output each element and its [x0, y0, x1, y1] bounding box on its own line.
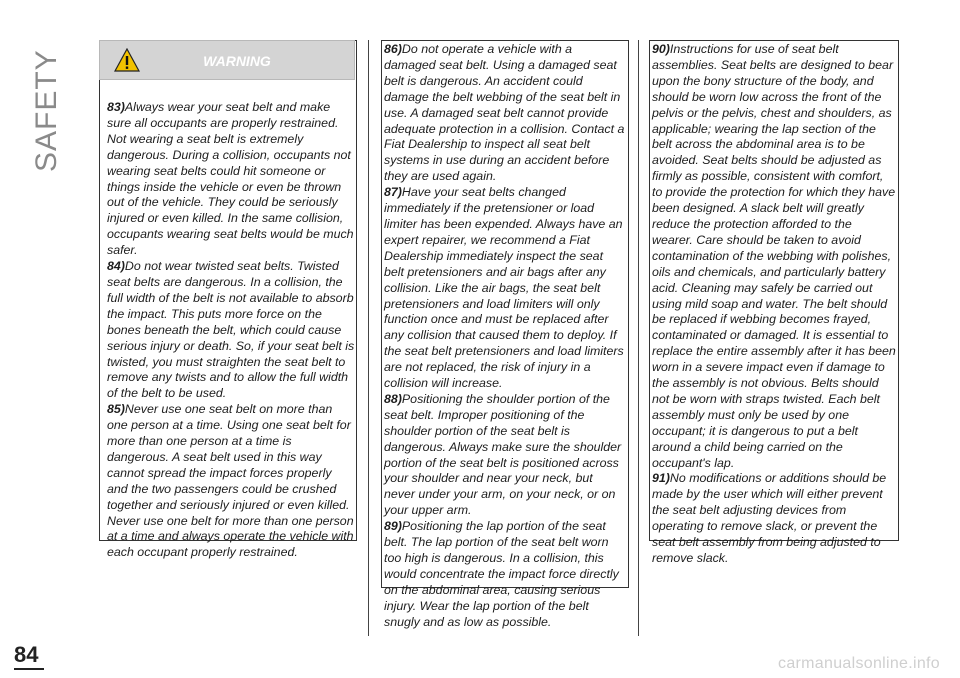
column-divider	[638, 40, 639, 636]
warning-item	[107, 402, 355, 561]
warning-column-1	[107, 100, 355, 561]
warning-item-text: Positioning the lap portion of the seat belt. The lap portion of the seat belt worn too high is dangerous. In a collision, this would concentrate the impact force directly on the abdominal area, causing serious injury. Wear the lap portion of the belt snugly and as low as possible.	[384, 519, 619, 629]
warning-item	[107, 100, 355, 259]
warning-item-text: Never use one seat belt on more than one person at a time. Using one seat belt for more than one person at a time is dangerous. A seat belt used in this way cannot spread the impact forces properly and the two passengers could be crushed together and seriously injured or even killed. Never use one belt for more than one person at a time and always operate the vehicle with each occupant properly restrained.	[107, 402, 354, 560]
warning-item-number: 87)	[384, 185, 402, 200]
page-number-underline	[14, 668, 44, 670]
warning-item-number: 90)	[652, 42, 670, 56]
warning-item-number: 86)	[384, 42, 402, 56]
warning-item-text: No modifications or additions should be made by the user which will either prevent the seat belt adjusting devices from operating to remove slack, or prevent the seat belt assembly from being adjusted to remove slack.	[652, 471, 887, 565]
page-number: 84	[14, 642, 39, 667]
warning-item-text: Positioning the shoulder portion of the seat belt. Improper positioning of the shoulder portion of the seat belt is dangerous. Always make sure the shoulder portion of the seat belt is positioned across your shoulder and near your neck, but never under your arm, on your neck, or on your upper arm.	[384, 391, 622, 518]
watermark: carmanualsonline.info	[778, 655, 940, 672]
warning-item-text: Do not wear twisted seat belts. Twisted seat belts are dangerous. In a collision, the full width of the belt is not available to absorb the impact. This puts more force on the bones beneath the belt, which could cause serious injury or death. So, if your seat belt is twisted, you must straighten the seat belt to remove any twists and to allow the full width of the belt to be used.	[107, 259, 355, 401]
warning-item-number: 83)	[107, 100, 125, 114]
warning-item-text: Do not operate a vehicle with a damaged seat belt. Using a damaged seat belt is dangerous. An accident could damage the belt webbing of the seat belt in use. A damaged seat belt cannot provide adequate protection in a collision. Contact a Fiat Dealership to inspect all seat belt systems in use during an accident before they are used again.	[384, 42, 625, 184]
warning-title: WARNING	[203, 53, 271, 69]
warning-header	[99, 40, 355, 80]
warning-column-3	[652, 42, 896, 567]
warning-item-text: Always wear your seat belt and make sure all occupants are properly restrained. Not wearing a seat belt is extremely dangerous. During a collision, occupants not wearing seat belts could hit someone or things inside the vehicle or even be thrown out of the vehicle. They could be seriously injured or even killed. In the same collision, occupants wearing seat belts would be much safer.	[107, 100, 354, 258]
warning-item	[107, 259, 355, 402]
warning-item-text: Have your seat belts changed immediately if the pretensioner or load limiter has been expended. Always have an expert repairer, we recommend a Fiat Dealership immediately inspect the seat belt pretensioners and air bags after any collision. Like the air bags, the seat belt pretensioners and load limiters will only function once and must be replaced after any collision that caused them to deploy. If the seat belt pretensioners and load limiters are not replaced, the risk of injury in a collision will increase.	[384, 185, 624, 391]
column-divider	[368, 40, 369, 636]
warning-item	[384, 42, 626, 185]
section-label: SAFETY	[30, 49, 63, 172]
warning-item-number: 88)	[384, 391, 402, 406]
warning-item-number: 84)	[107, 259, 125, 274]
warning-item-number: 91)	[652, 471, 670, 486]
warning-item-number: 85)	[107, 402, 125, 417]
warning-item-number: 89)	[384, 519, 402, 534]
warning-item	[652, 471, 896, 566]
warning-item	[384, 185, 626, 392]
warning-column-2	[384, 42, 626, 631]
warning-item	[384, 392, 626, 519]
warning-item-text: Instructions for use of seat belt assemblies. Seat belts are designed to bear upon the bony structure of the body, and should be worn low across the front of the pelvis or the pelvis, chest and shoulders, as applicable; wearing the lap section of the belt across the abdominal area is to be avoided. Seat belts should be adjusted as firmly as possible, consistent with comfort, to provide the protection for which they have been designed. A slack belt will greatly reduce the protection afforded to the wearer. Care should be taken to avoid contamination of the webbing with polishes, oils and chemicals, and particularly battery acid. Cleaning may safely be carried out using mild soap and water. The belt should be replaced if webbing becomes frayed, contaminated or damaged. It is essential to replace the entire assembly after it has been worn in a severe impact even if damage to the assembly is not obvious. Belts should not be worn with straps twisted. Each belt assembly must only be used by one occupant; it is dangerous to put a belt around a child being carried on the occupant's lap.	[652, 42, 896, 470]
warning-item	[652, 42, 896, 471]
warning-item	[384, 519, 626, 630]
